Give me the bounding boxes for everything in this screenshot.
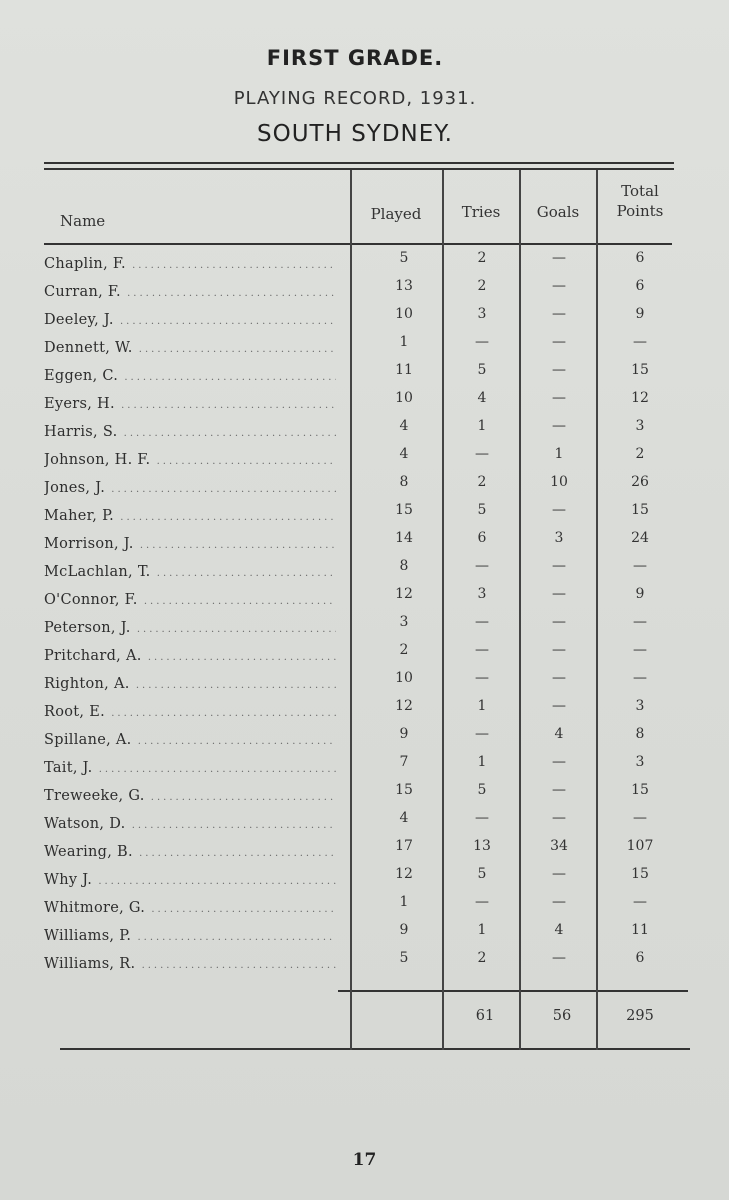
played-value: 4 (399, 446, 409, 462)
table-row (0, 668, 729, 696)
played-value: 17 (395, 838, 413, 854)
page-number: 17 (352, 1150, 377, 1170)
played-value: 10 (395, 670, 413, 686)
tries-value: 2 (477, 250, 487, 266)
tries-value: — (475, 558, 489, 574)
header-name: Name (60, 212, 106, 230)
player-name: Maher, P. ..... (44, 508, 336, 524)
tries-value: 2 (477, 950, 487, 966)
header-played: Played (370, 205, 422, 223)
points-value: 11 (631, 922, 649, 938)
goals-value: — (552, 418, 566, 434)
table-row (0, 864, 729, 892)
played-value: 15 (395, 782, 413, 798)
page-title: FIRST GRADE. (266, 46, 444, 70)
points-value: 26 (631, 474, 649, 490)
table-row (0, 472, 729, 500)
table-row (0, 612, 729, 640)
goals-value: — (552, 586, 566, 602)
player-name: Righton, A. ..... (44, 676, 336, 692)
points-value: 3 (635, 698, 645, 714)
table-row (0, 640, 729, 668)
table-row (0, 304, 729, 332)
table-row (0, 808, 729, 836)
played-value: 5 (399, 950, 409, 966)
goals-value: — (552, 614, 566, 630)
player-name: Whitmore, G. ..... (44, 900, 336, 916)
played-value: 12 (395, 698, 413, 714)
tries-value: 2 (477, 474, 487, 490)
total-points: 295 (626, 1008, 654, 1024)
table-row (0, 248, 729, 276)
total-tries: 61 (475, 1008, 495, 1024)
tries-value: — (475, 642, 489, 658)
table-row (0, 416, 729, 444)
table-row (0, 920, 729, 948)
points-value: 9 (635, 306, 645, 322)
table-row (0, 752, 729, 780)
points-value: — (633, 894, 647, 910)
table-row (0, 584, 729, 612)
header-rule (44, 243, 672, 245)
points-value: 9 (635, 586, 645, 602)
played-value: 12 (395, 866, 413, 882)
points-value: 15 (631, 362, 649, 378)
player-name: Harris, S. ..... (44, 424, 336, 440)
player-name: McLachlan, T. ..... (44, 564, 336, 580)
points-value: 15 (631, 782, 649, 798)
table-row (0, 724, 729, 752)
goals-value: 34 (550, 838, 568, 854)
points-value: 3 (635, 754, 645, 770)
points-value: 6 (635, 250, 645, 266)
played-value: 10 (395, 390, 413, 406)
points-value: — (633, 614, 647, 630)
tries-value: 5 (477, 782, 487, 798)
played-value: 9 (399, 922, 409, 938)
player-name: Curran, F. ..... (44, 284, 336, 300)
top-rule-2 (44, 168, 674, 170)
player-name: Why J. ..... (44, 872, 336, 888)
table-row (0, 696, 729, 724)
goals-value: — (552, 362, 566, 378)
played-value: 15 (395, 502, 413, 518)
player-name: Jones, J. ..... (44, 480, 336, 496)
points-value: 24 (631, 530, 649, 546)
player-name: Wearing, B. ..... (44, 844, 336, 860)
header-points-line2: Points (616, 202, 664, 220)
player-name: Root, E. ..... (44, 704, 336, 720)
points-value: 12 (631, 390, 649, 406)
points-value: 8 (635, 726, 645, 742)
player-name: Deeley, J. ..... (44, 312, 336, 328)
table-row (0, 276, 729, 304)
tries-value: — (475, 894, 489, 910)
player-name: Johnson, H. F. ..... (44, 452, 336, 468)
player-name: Spillane, A. ..... (44, 732, 336, 748)
points-value: 107 (626, 838, 654, 854)
goals-value: — (552, 866, 566, 882)
tries-value: — (475, 810, 489, 826)
goals-value: — (552, 810, 566, 826)
played-value: 5 (399, 250, 409, 266)
played-value: 1 (399, 334, 409, 350)
played-value: 8 (399, 558, 409, 574)
top-rule-1 (44, 162, 674, 164)
player-name: Eyers, H. ..... (44, 396, 336, 412)
tries-value: 5 (477, 502, 487, 518)
goals-value: — (552, 334, 566, 350)
tries-value: 1 (477, 698, 487, 714)
points-value: — (633, 642, 647, 658)
header-tries: Tries (461, 203, 501, 221)
points-value: — (633, 670, 647, 686)
tries-value: 1 (477, 922, 487, 938)
played-value: 4 (399, 418, 409, 434)
header-points-line1: Total (621, 182, 659, 200)
played-value: 3 (399, 614, 409, 630)
points-value: — (633, 334, 647, 350)
total-goals: 56 (552, 1008, 572, 1024)
page-subtitle: PLAYING RECORD, 1931. (233, 88, 477, 109)
played-value: 4 (399, 810, 409, 826)
tries-value: — (475, 726, 489, 742)
table-row (0, 836, 729, 864)
table-row (0, 332, 729, 360)
player-name: Eggen, C. ..... (44, 368, 336, 384)
table-row (0, 948, 729, 976)
table-row (0, 360, 729, 388)
goals-value: 1 (554, 446, 564, 462)
played-value: 2 (399, 642, 409, 658)
goals-value: — (552, 278, 566, 294)
played-value: 12 (395, 586, 413, 602)
table-row (0, 500, 729, 528)
goals-value: — (552, 950, 566, 966)
goals-value: — (552, 754, 566, 770)
goals-value: — (552, 306, 566, 322)
points-value: 2 (635, 446, 645, 462)
player-name: Morrison, J. ..... (44, 536, 336, 552)
player-name: Dennett, W. ..... (44, 340, 336, 356)
goals-value: — (552, 894, 566, 910)
points-value: — (633, 558, 647, 574)
player-name: O'Connor, F. ..... (44, 592, 336, 608)
played-value: 8 (399, 474, 409, 490)
table-row (0, 780, 729, 808)
goals-value: — (552, 250, 566, 266)
tries-value: — (475, 334, 489, 350)
goals-value: — (552, 782, 566, 798)
goals-value: — (552, 642, 566, 658)
played-value: 13 (395, 278, 413, 294)
tries-value: 1 (477, 754, 487, 770)
header-goals: Goals (536, 203, 580, 221)
player-name: Williams, P. ..... (44, 928, 336, 944)
goals-value: 10 (550, 474, 568, 490)
player-name: Williams, R. ..... (44, 956, 336, 972)
points-value: 6 (635, 950, 645, 966)
player-name: Treweeke, G. ..... (44, 788, 336, 804)
played-value: 10 (395, 306, 413, 322)
tries-value: 5 (477, 866, 487, 882)
goals-value: — (552, 502, 566, 518)
player-name: Chaplin, F. ..... (44, 256, 336, 272)
goals-value: — (552, 698, 566, 714)
table-row (0, 556, 729, 584)
player-name: Peterson, J. ..... (44, 620, 336, 636)
table-row (0, 444, 729, 472)
totals-rule (338, 990, 688, 992)
goals-value: 4 (554, 922, 564, 938)
points-value: 6 (635, 278, 645, 294)
player-name: Pritchard, A. ..... (44, 648, 336, 664)
goals-value: 4 (554, 726, 564, 742)
played-value: 14 (395, 530, 413, 546)
team-name: SOUTH SYDNEY. (257, 121, 453, 147)
goals-value: — (552, 670, 566, 686)
tries-value: — (475, 614, 489, 630)
played-value: 9 (399, 726, 409, 742)
points-value: — (633, 810, 647, 826)
tries-value: 2 (477, 278, 487, 294)
table-row (0, 892, 729, 920)
points-value: 15 (631, 866, 649, 882)
goals-value: 3 (554, 530, 564, 546)
points-value: 15 (631, 502, 649, 518)
played-value: 11 (395, 362, 413, 378)
tries-value: 3 (477, 586, 487, 602)
tries-value: — (475, 670, 489, 686)
played-value: 7 (399, 754, 409, 770)
goals-value: — (552, 558, 566, 574)
tries-value: 1 (477, 418, 487, 434)
player-name: Tait, J. ..... (44, 760, 336, 776)
goals-value: — (552, 390, 566, 406)
tries-value: 4 (477, 390, 487, 406)
table-row (0, 528, 729, 556)
player-name: Watson, D. ..... (44, 816, 336, 832)
tries-value: — (475, 446, 489, 462)
tries-value: 6 (477, 530, 487, 546)
table-row (0, 388, 729, 416)
tries-value: 5 (477, 362, 487, 378)
points-value: 3 (635, 418, 645, 434)
tries-value: 3 (477, 306, 487, 322)
tries-value: 13 (473, 838, 491, 854)
played-value: 1 (399, 894, 409, 910)
